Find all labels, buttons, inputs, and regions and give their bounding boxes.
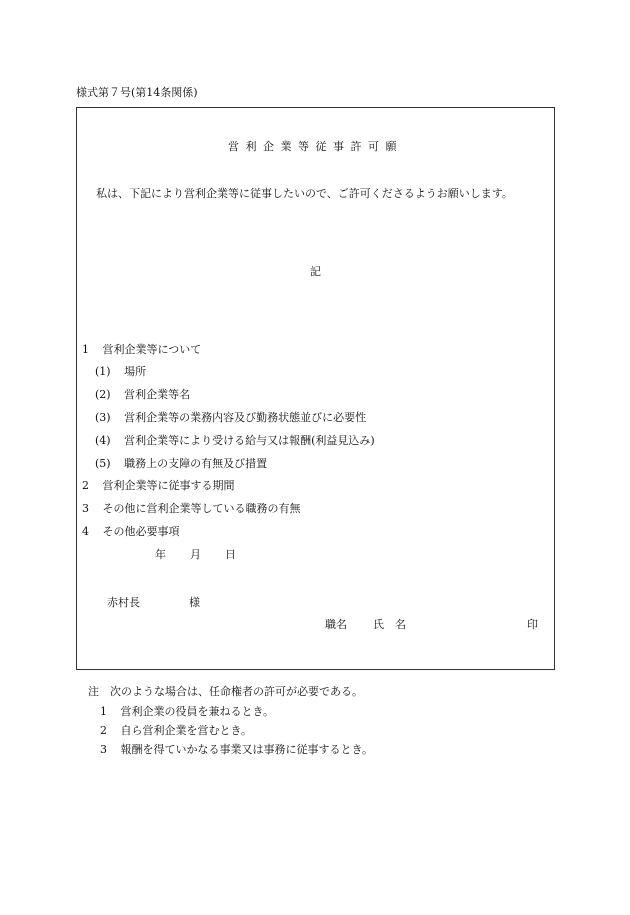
item-text: 営利企業等に従事する期間: [102, 479, 235, 492]
item-number: 4: [82, 525, 89, 538]
item-1-4: [95, 432, 375, 448]
signer-position-label: 職名: [325, 618, 347, 631]
item-4: [82, 523, 180, 539]
item-1-1: [95, 363, 146, 379]
item-text: 職務上の支障の有無及び措置: [124, 457, 268, 470]
note-text: 営利企業の役員を兼ねるとき。: [120, 705, 275, 718]
note-lead: 注 次のような場合は、任命権者の許可が必要である。: [88, 685, 363, 698]
date-month-label: 月: [190, 548, 201, 561]
form-title: 営利企業等従事許可願: [228, 140, 403, 153]
note-item-3: [100, 741, 373, 757]
form-number: 様式第７号(第14条関係): [76, 86, 198, 99]
date-year-label: 年: [155, 548, 166, 561]
note-number: 2: [100, 724, 107, 737]
item-text: 営利企業等名: [124, 388, 191, 401]
item-text: 場所: [124, 365, 147, 378]
ki-heading: 記: [310, 265, 321, 278]
item-number: 3: [82, 502, 89, 515]
item-text: その他必要事項: [102, 525, 180, 538]
note-item-2: [100, 722, 252, 738]
item-3: [82, 500, 301, 516]
item-number: (3): [95, 411, 111, 424]
item-number: 2: [82, 479, 89, 492]
date-day-label: 日: [225, 548, 236, 561]
item-number: (5): [95, 457, 111, 470]
note-text: 報酬を得ていかなる事業又は事務に従事するとき。: [120, 743, 374, 756]
item-2: [82, 477, 235, 493]
item-text: 営利企業等について: [102, 343, 202, 356]
note-text: 自ら営利企業を営むとき。: [120, 724, 253, 737]
seal-label: 印: [527, 618, 538, 631]
request-text: 私は、下記により営利企業等に従事したいので、ご許可くださるようお願いします。: [96, 187, 513, 200]
item-1-3: [95, 409, 366, 425]
item-1-2: [95, 386, 190, 402]
item-text: 営利企業等の業務内容及び勤務状態並びに必要性: [124, 411, 367, 424]
item-1-5: [95, 455, 267, 471]
note-item-1: [100, 703, 274, 719]
item-1: [82, 341, 201, 357]
addressee-honorific: 様: [189, 596, 200, 609]
note-number: 1: [100, 705, 107, 718]
signer-name-label: 氏 名: [373, 618, 406, 631]
item-number: (2): [95, 388, 111, 401]
item-number: 1: [82, 343, 89, 356]
item-number: (4): [95, 434, 111, 447]
note-number: 3: [100, 743, 107, 756]
item-text: 営利企業等により受ける給与又は報酬(利益見込み): [124, 434, 375, 447]
addressee-name: 赤村長: [107, 596, 140, 609]
item-number: (1): [95, 365, 111, 378]
item-text: その他に営利企業等している職務の有無: [102, 502, 301, 515]
